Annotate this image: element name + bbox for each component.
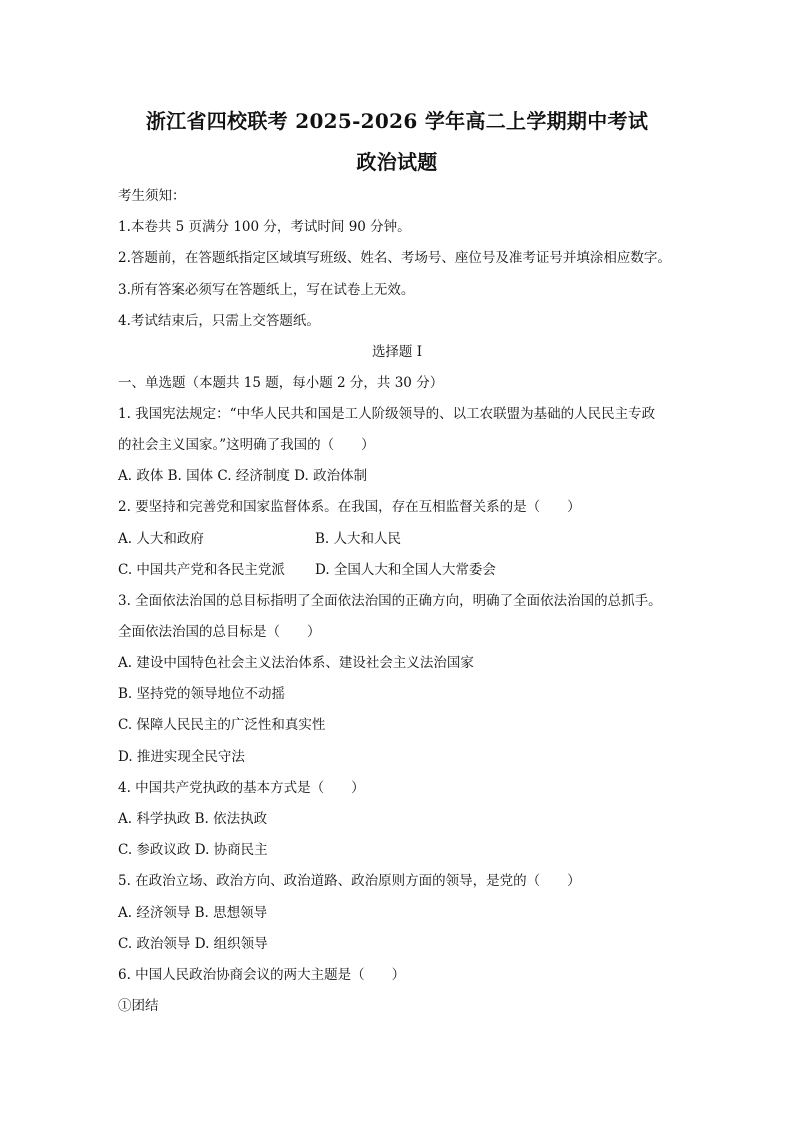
answer-option: B. 坚持党的领导地位不动摇 bbox=[118, 686, 286, 702]
question-stem: 1. 我国宪法规定：“中华人民共和国是工人阶级领导的、以工农联盟为基础的人民民主专政 bbox=[118, 406, 656, 422]
answer-option: C. 保障人民民主的广泛性和真实性 bbox=[118, 717, 326, 733]
notice-item: 4.考试结束后，只需上交答题纸。 bbox=[118, 313, 320, 329]
answer-option: D. 推进实现全民守法 bbox=[118, 749, 245, 765]
question-stem: 4. 中国共产党执政的基本方式是（ ） bbox=[118, 780, 365, 796]
notice-heading: 考生须知： bbox=[118, 188, 186, 204]
question-stem: 全面依法治国的总目标是（ ） bbox=[118, 624, 321, 640]
page-title: 浙江省四校联考 2025-2026 学年高二上学期期中考试 bbox=[145, 109, 649, 133]
notice-item: 2.答题前，在答题纸指定区域填写班级、姓名、考场号、座位号及准考证号并填涂相应数字。 bbox=[118, 250, 671, 266]
answer-option: ①团结 bbox=[118, 998, 159, 1014]
section-label: 选择题 I bbox=[371, 344, 423, 360]
question-stem: 5. 在政治立场、政治方向、政治道路、政治原则方面的领导，是党的（ ） bbox=[118, 873, 581, 889]
answer-option: B. 人大和人民 bbox=[315, 531, 402, 547]
notice-item: 1.本卷共 5 页满分 100 分，考试时间 90 分钟。 bbox=[118, 219, 411, 235]
question-stem: 2. 要坚持和完善党和国家监督体系。在我国，存在互相监督关系的是（ ） bbox=[118, 499, 581, 515]
notice-item: 3.所有答案必须写在答题纸上，写在试卷上无效。 bbox=[118, 282, 415, 298]
answer-options: A. 经济领导 B. 思想领导 bbox=[118, 905, 268, 921]
answer-options: C. 参政议政 D. 协商民主 bbox=[118, 842, 268, 858]
answer-options: A. 科学执政 B. 依法执政 bbox=[118, 811, 268, 827]
answer-option: C. 中国共产党和各民主党派 bbox=[118, 562, 285, 578]
question-stem: 6. 中国人民政治协商会议的两大主题是（ ） bbox=[118, 967, 406, 983]
page-subtitle: 政治试题 bbox=[356, 150, 438, 174]
question-stem: 的社会主义国家。”这明确了我国的（ ） bbox=[118, 437, 375, 453]
answer-option: A. 人大和政府 bbox=[118, 531, 204, 547]
section-intro: 一、单选题（本题共 15 题，每小题 2 分，共 30 分） bbox=[118, 375, 444, 391]
answer-option: A. 建设中国特色社会主义法治体系、建设社会主义法治国家 bbox=[118, 655, 474, 671]
answer-option: D. 全国人大和全国人大常委会 bbox=[315, 562, 496, 578]
answer-options: C. 政治领导 D. 组织领导 bbox=[118, 936, 268, 952]
question-stem: 3. 全面依法治国的总目标指明了全面依法治国的正确方向，明确了全面依法治国的总抓手。 bbox=[118, 593, 662, 609]
answer-options: A. 政体 B. 国体 C. 经济制度 D. 政治体制 bbox=[118, 468, 368, 484]
